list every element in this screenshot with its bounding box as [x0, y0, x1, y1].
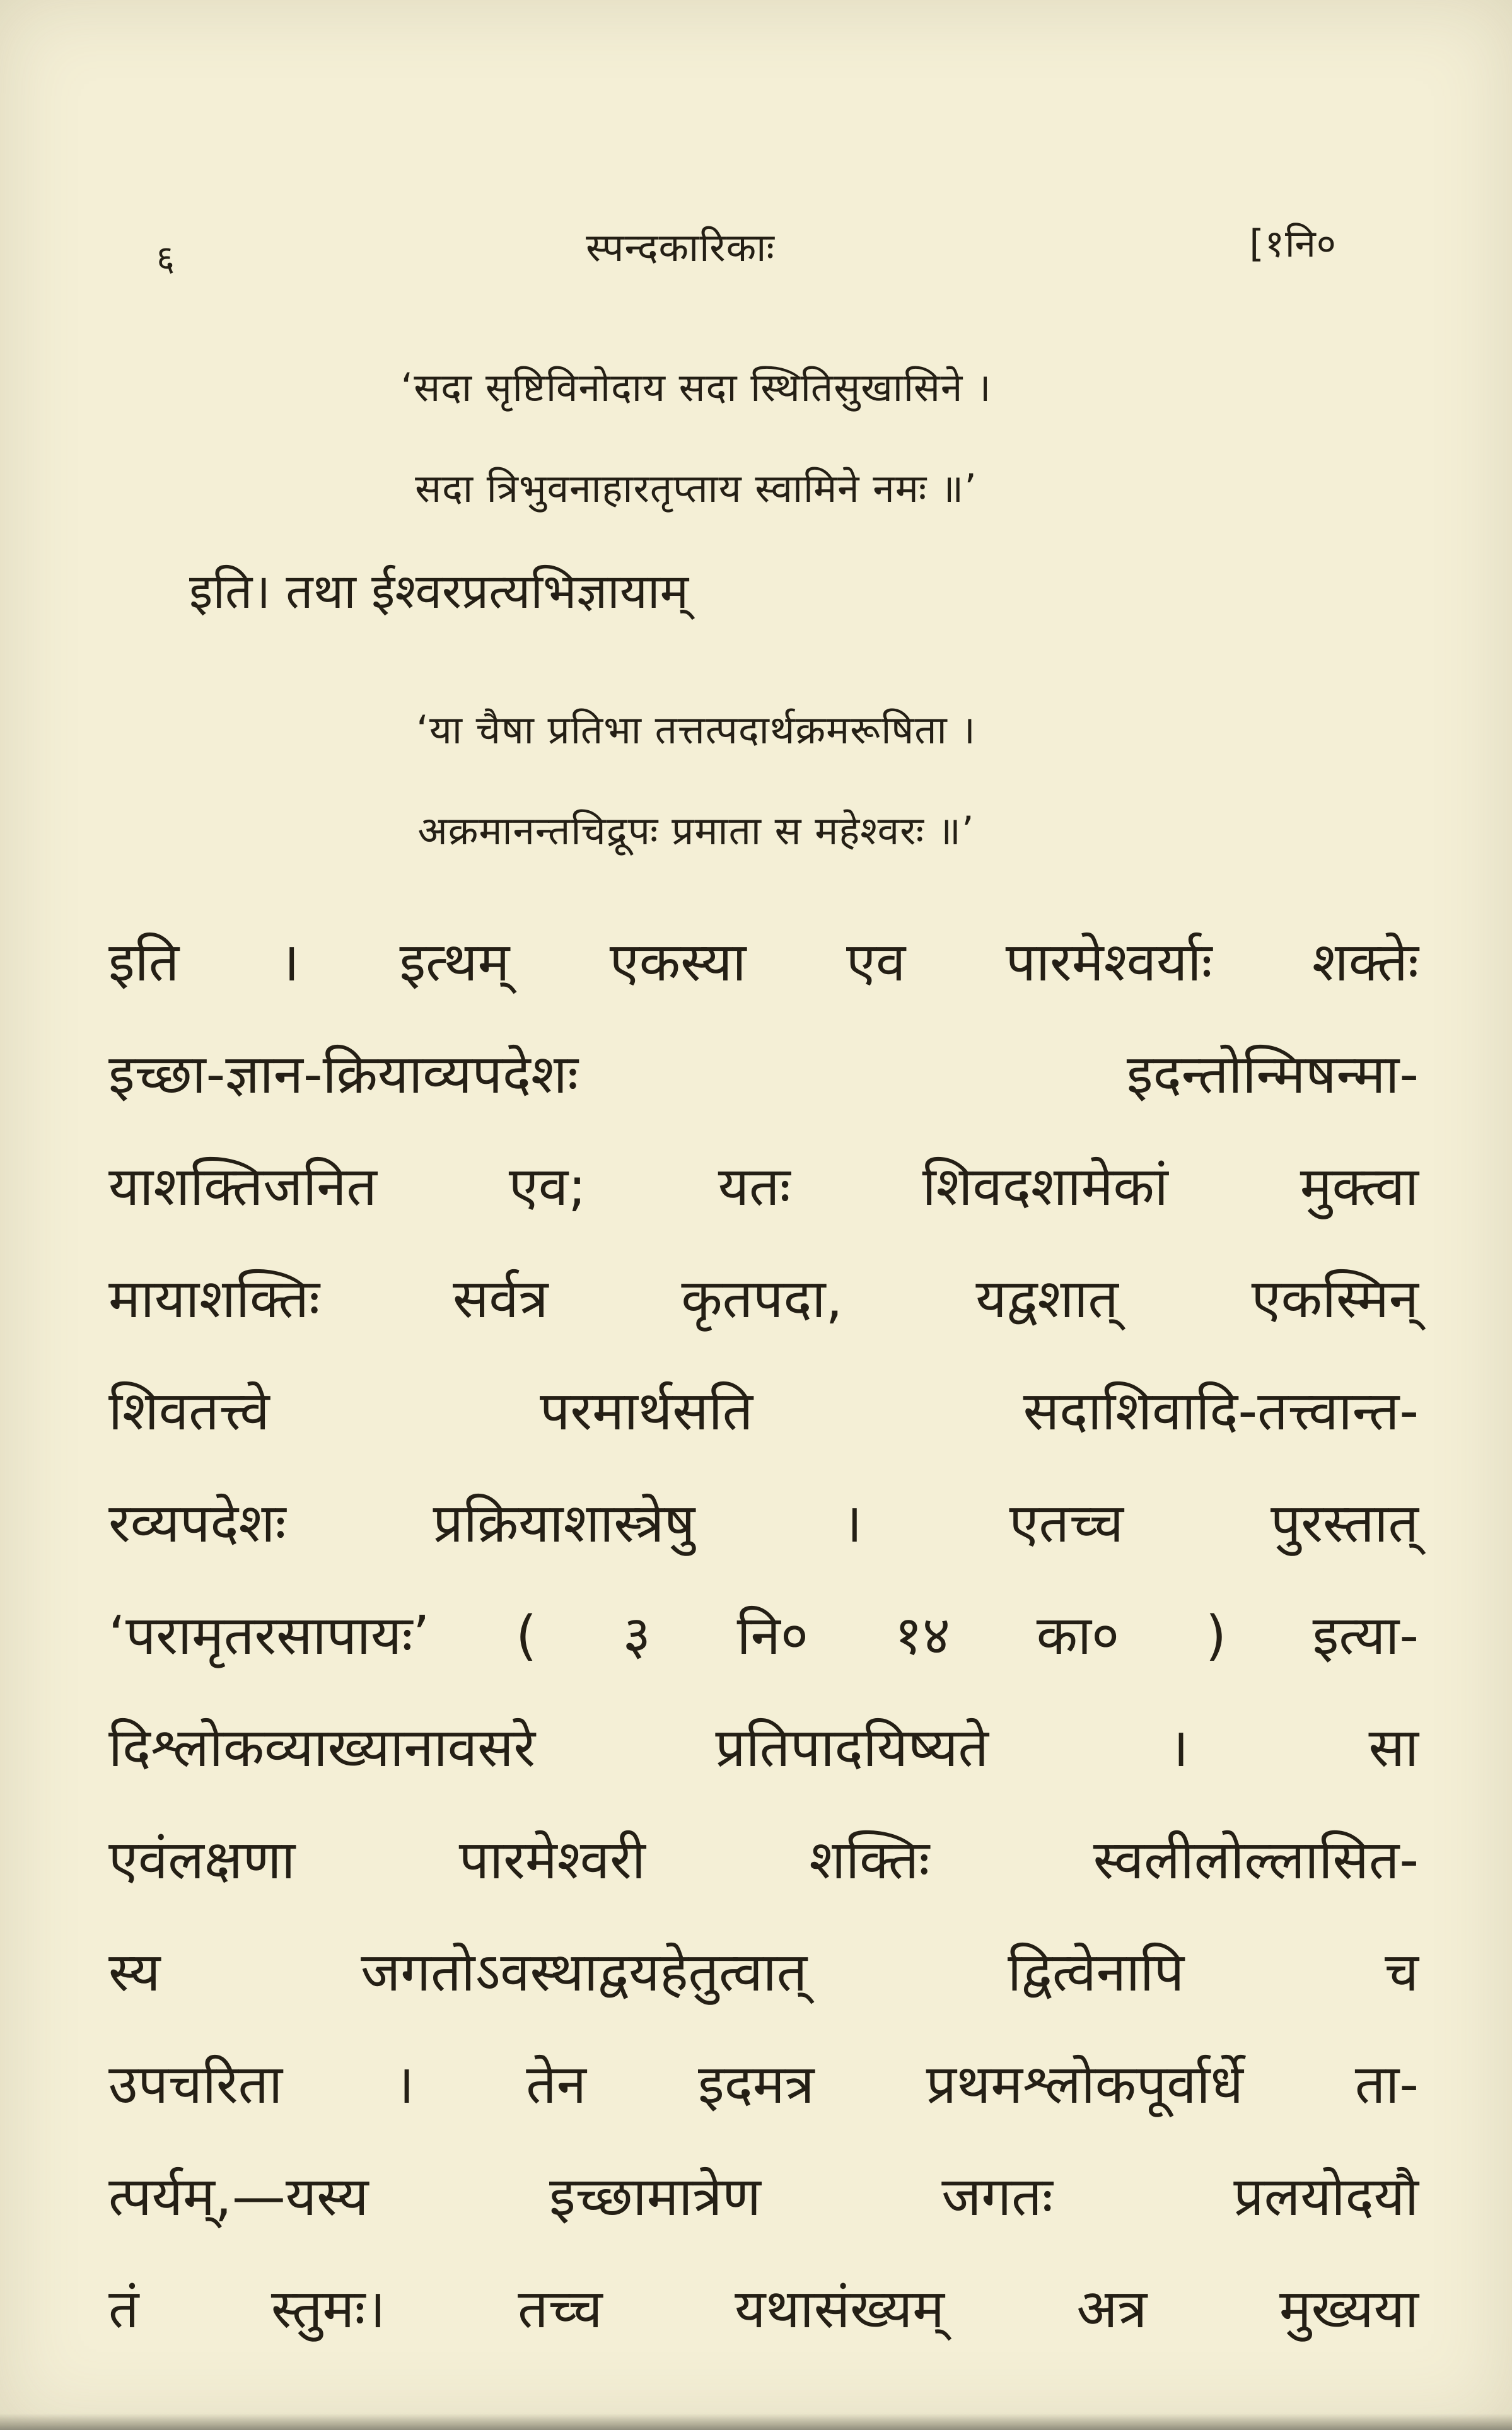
body-line: याशक्तिजनित एव; यतः शिवदशामेकां मुक्त्वा: [108, 1156, 1419, 1218]
body-line: दिश्लोकव्याख्यानावसरे प्रतिपादयिष्यते । सा: [108, 1717, 1419, 1779]
body-line: मायाशक्तिः सर्वत्र कृतपदा, यद्वशात् एकस्मिन्: [108, 1268, 1419, 1330]
verse-quote-1: [0, 337, 1452, 539]
body-line: एवंलक्षणा पारमेश्वरी शक्तिः स्वलीलोल्लासित-: [108, 1829, 1419, 1892]
page-number: ६: [156, 238, 176, 279]
body-line: शिवतत्त्वे परमार्थसति सदाशिवादि-तत्त्वान्त-: [108, 1380, 1419, 1443]
page-title: स्पन्दकारिकाः: [586, 224, 775, 270]
body-line: ‘परामृतरसापायः’ ( ३ नि० १४ का० ) इत्या-: [108, 1605, 1419, 1667]
body-line: त्पर्यम्,—यस्य इच्छामात्रेण जगतः प्रलयोदयौ: [108, 2166, 1419, 2228]
verse-2-line-2: अक्रमानन्तचिद्रूपः प्रमाता स महेश्वरः ॥’: [417, 808, 975, 854]
body-line: इति । इत्थम् एकस्या एव पारमेश्वर्याः शक्तेः: [108, 931, 1419, 994]
verse-quote-2: [0, 680, 1452, 881]
commentary-paragraph: [108, 907, 1419, 2366]
body-line: स्य जगतोऽवस्थाद्वयहेतुत्वात् द्वित्वेनापि च: [108, 1941, 1419, 2004]
verse-1-line-1: ‘सदा सृष्टिविनोदाय सदा स्थितिसुखासिने ।: [400, 364, 992, 410]
body-line: उपचरिता । तेन इदमत्र प्रथमश्लोकपूर्वार्धे ता-: [108, 2054, 1419, 2116]
intro-line: इति। तथा ईश्वरप्रत्यभिज्ञायाम्: [189, 563, 689, 619]
body-line: तं स्तुमः। तच्च यथासंख्यम् अत्र मुख्यया: [108, 2278, 1419, 2340]
header-section-marker: [१नि०: [1249, 222, 1337, 266]
scan-edge-shadow: [0, 2414, 1512, 2430]
verse-2-line-1: ‘या चैषा प्रतिभा तत्तत्पदार्थक्रमरूषिता ।: [416, 707, 976, 753]
body-line: रव्यपदेशः प्रक्रियाशास्त्रेषु । एतच्च पुरस्तात्: [108, 1492, 1419, 1555]
body-line: इच्छा-ज्ञान-क्रियाव्यपदेशः इदन्तोन्मिषन्मा-: [108, 1044, 1419, 1106]
verse-1-line-2: सदा त्रिभुवनाहारतृप्ताय स्वामिने नमः ॥’: [415, 465, 977, 511]
